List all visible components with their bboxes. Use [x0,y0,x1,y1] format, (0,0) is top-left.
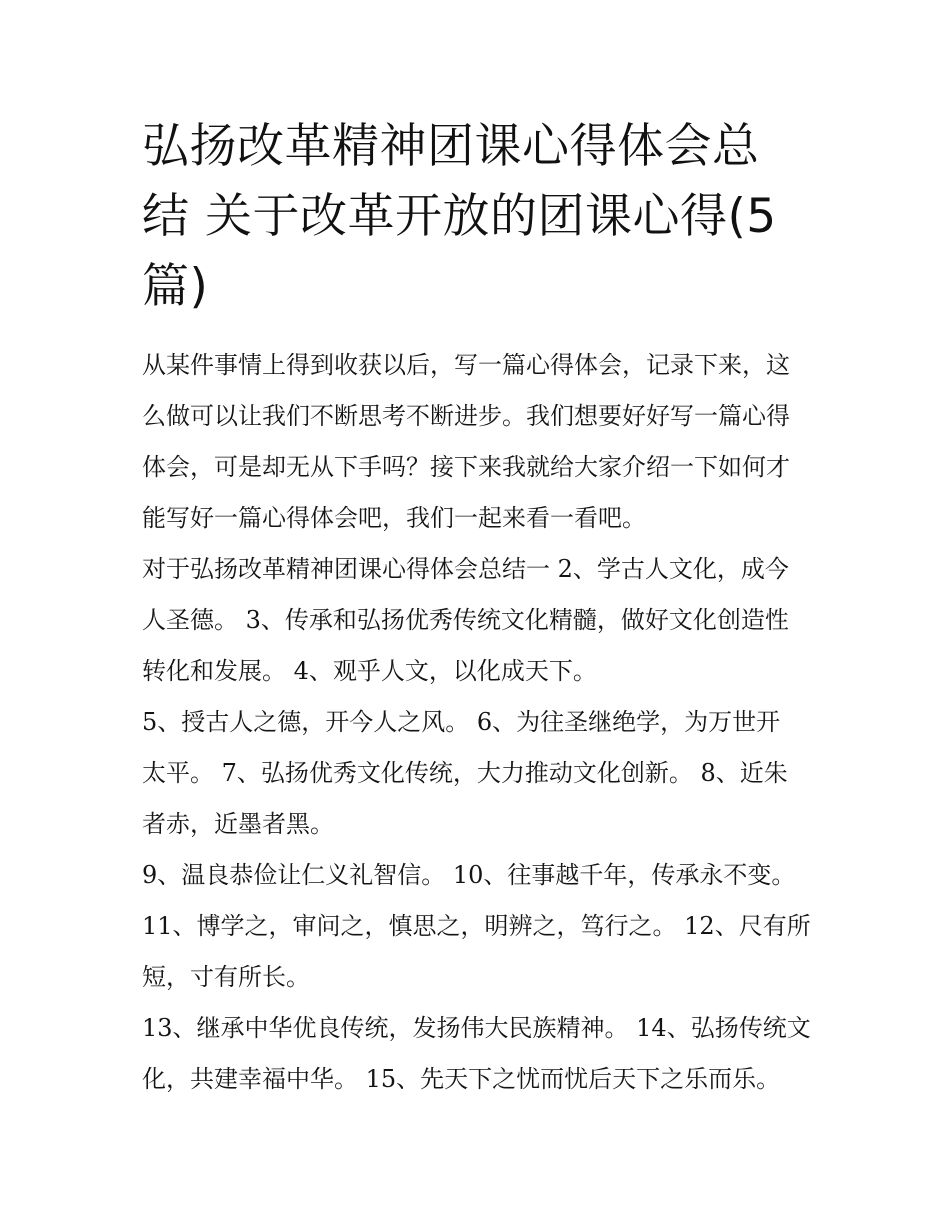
paragraph [142,697,814,850]
document-body [142,340,814,1105]
title-line: 结 关于改革开放的团课心得(5 [142,189,777,244]
text-line: 短，寸有所长。 [142,963,310,991]
paragraph [142,850,814,901]
text-line: 13、继承中华优良传统，发扬伟大民族精神。 14、弘扬传统文 [142,1014,811,1042]
text-line: 9、温良恭俭让仁义礼智信。 10、往事越千年，传承永不变。 [142,861,796,889]
text-line: 者赤，近墨者黑。 [142,810,334,838]
paragraph [142,901,814,1003]
title-line: 篇) [142,259,209,314]
text-line: 能写好一篇心得体会吧，我们一起来看一看吧。 [142,504,646,532]
text-line: 人圣德。 3、传承和弘扬优秀传统文化精髓，做好文化创造性 [142,606,789,634]
text-line: 体会，可是却无从下手吗？接下来我就给大家介绍一下如何才 [142,453,790,481]
text-line: 从某件事情上得到收获以后，写一篇心得体会，记录下来，这 [142,351,790,379]
text-line: 化，共建幸福中华。 15、先天下之忧而忧后天下之乐而乐。 [142,1065,781,1093]
text-line: 对于弘扬改革精神团课心得体会总结一 2、学古人文化，成今 [142,555,789,583]
document-title [142,112,814,322]
paragraph [142,1003,814,1105]
text-line: 么做可以让我们不断思考不断进步。我们想要好好写一篇心得 [142,402,790,430]
paragraph [142,544,814,697]
paragraph-intro [142,340,814,544]
text-line: 转化和发展。 4、观乎人文，以化成天下。 [142,657,597,685]
text-line: 5、授古人之德，开今人之风。 6、为往圣继绝学，为万世开 [142,708,781,736]
document-content [142,112,814,1105]
text-line: 太平。 7、弘扬优秀文化传统，大力推动文化创新。 8、近朱 [142,759,788,787]
title-line: 弘扬改革精神团课心得体会总 [142,119,760,174]
text-line: 11、博学之，审问之，慎思之，明辨之，笃行之。 12、尺有所 [142,912,811,940]
